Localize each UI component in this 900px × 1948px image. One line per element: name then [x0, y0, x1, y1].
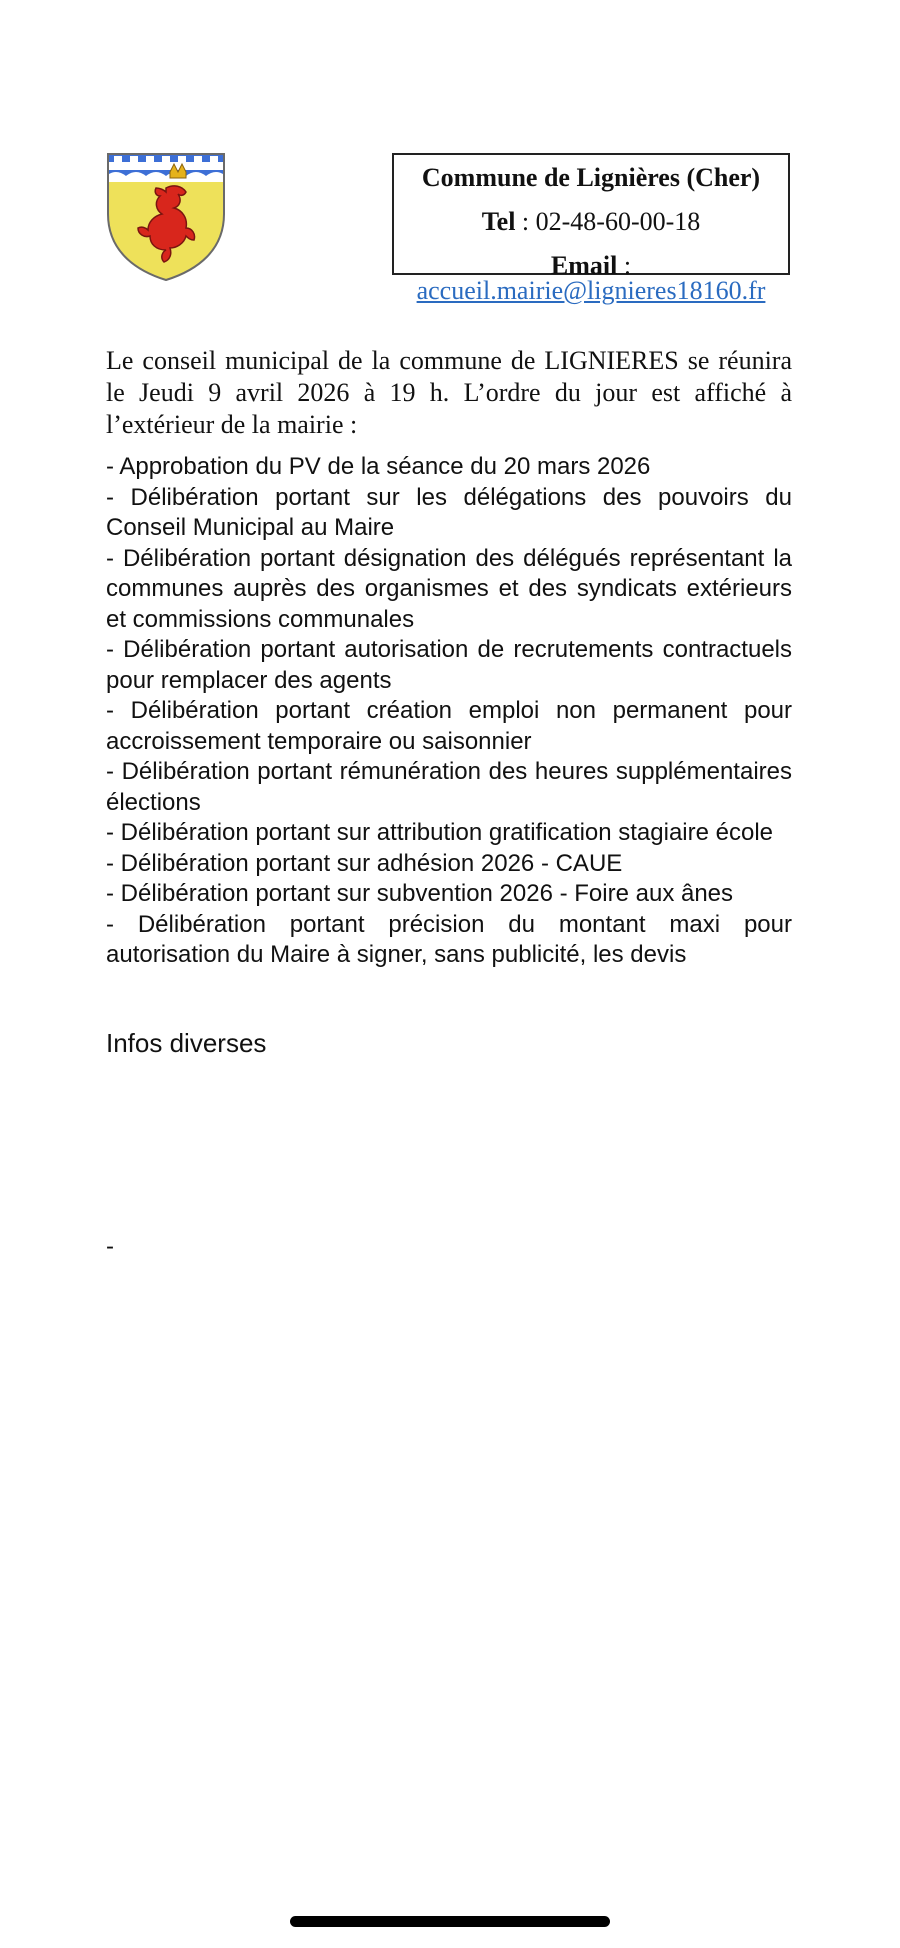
agenda-item: - Délibération portant sur attribution gratification stagiaire école [106, 819, 774, 846]
email-link[interactable]: accueil.mairie@lignieres18160.fr [416, 276, 766, 305]
agenda-item: - Délibération portant désignation des délégués représentant la communes auprès des organismes et des syndicats extérieurs et commissions communales [106, 544, 792, 633]
home-indicator[interactable] [290, 1916, 610, 1927]
agenda-item: - Délibération portant sur subvention 2026 - Foire aux ânes [106, 880, 734, 907]
contact-box [392, 153, 790, 280]
commune-name: Commune de Lignières (Cher) [421, 163, 761, 192]
agenda-item: - Délibération portant sur les délégations des pouvoirs du Conseil Municipal au Maire [106, 483, 792, 541]
infos-diverses-heading: Infos diverses [106, 1028, 267, 1058]
tel-value: : 02-48-60-00-18 [515, 207, 701, 236]
coat-of-arms-logo [106, 152, 226, 282]
tel-label: Tel [481, 207, 516, 236]
agenda-item: - Délibération portant sur adhésion 2026 - CAUE [106, 849, 623, 877]
agenda-list [106, 452, 792, 971]
trailing-dash: - [106, 1233, 114, 1260]
agenda-item: - Délibération portant création emploi non permanent pour accroissement temporaire ou saisonnier [106, 697, 792, 755]
phone-line [394, 209, 788, 235]
agenda-item: - Approbation du PV de la séance du 20 mars 2026 [106, 453, 651, 480]
agenda-item: - Délibération portant précision du montant maxi pour autorisation du Maire à signer, sans publicité, les devis [106, 910, 792, 968]
email-sep: : [617, 251, 632, 280]
agenda-item: - Délibération portant rémunération des heures supplémentaires élections [106, 758, 792, 816]
agenda-item: - Délibération portant autorisation de recrutements contractuels pour remplacer des agents [106, 636, 792, 694]
email-label: Email [550, 251, 618, 280]
intro-paragraph: Le conseil municipal de la commune de LIGNIERES se réunira le Jeudi 9 avril 2026 à 19 h. L’ordre du jour est affiché à l’extérieur de la mairie : [106, 346, 792, 439]
